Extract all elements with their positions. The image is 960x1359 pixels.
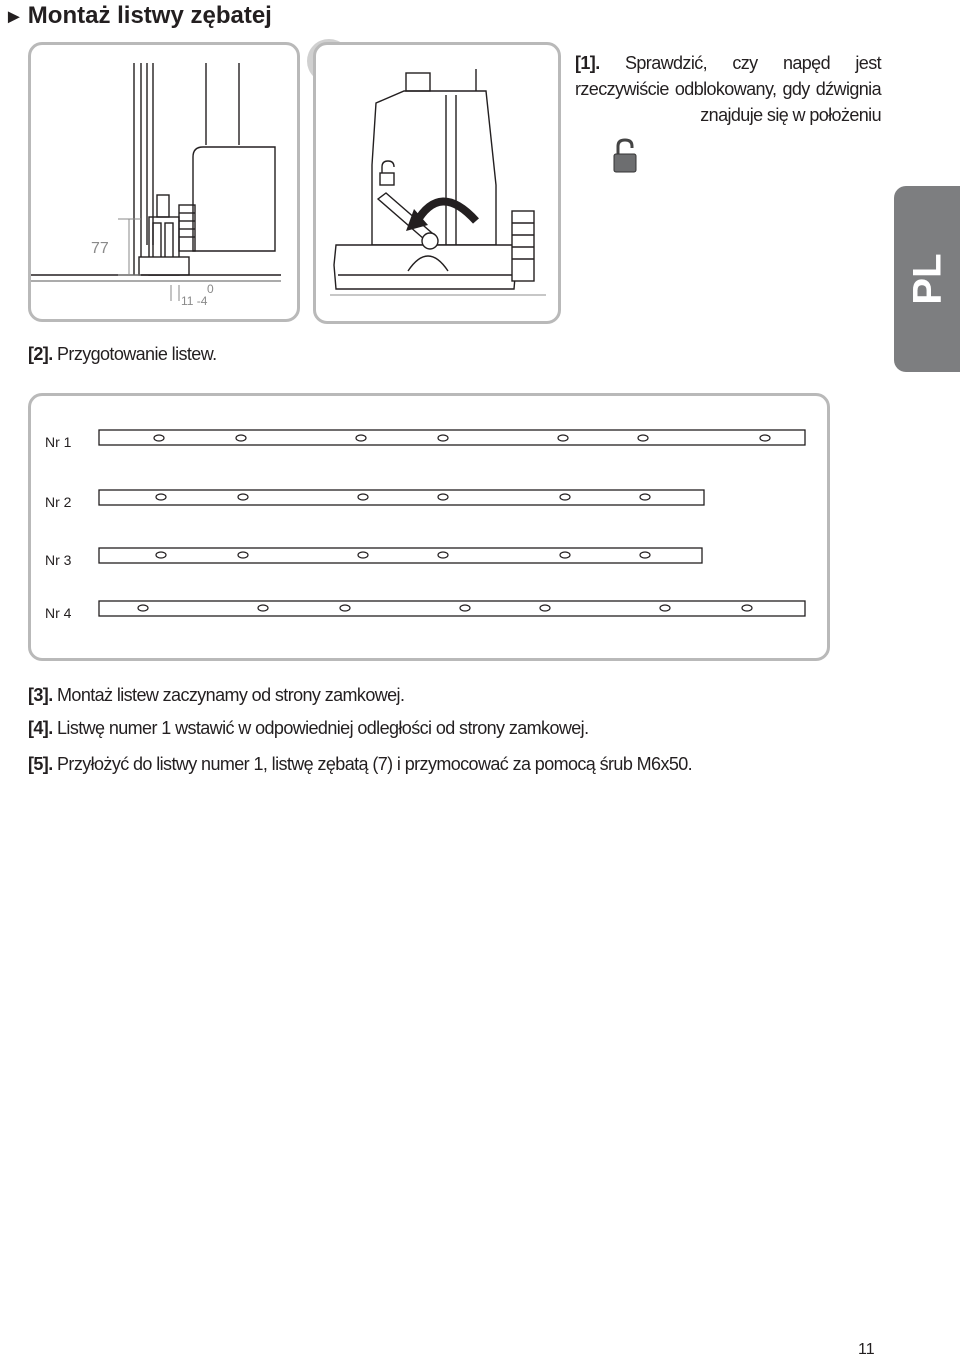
- dimension-zero: 0: [207, 282, 214, 296]
- rack-label: Nr 4: [45, 605, 72, 621]
- mounting-hole: [560, 494, 570, 500]
- mounting-hole: [660, 605, 670, 611]
- racks-drawing: [31, 396, 827, 658]
- rack-label: Nr 3: [45, 552, 72, 568]
- play-arrow-icon: ►: [4, 6, 24, 28]
- mounting-hole: [760, 435, 770, 441]
- page-title: [4, 2, 272, 30]
- dimension-range: 11 -4: [181, 294, 208, 308]
- mounting-hole: [540, 605, 550, 611]
- mounting-hole: [258, 605, 268, 611]
- rack-bar: [99, 490, 704, 505]
- mounting-hole: [236, 435, 246, 441]
- mounting-hole: [640, 494, 650, 500]
- step-5-instruction: [28, 754, 692, 775]
- step-1-instruction: [575, 50, 881, 128]
- mounting-hole: [438, 494, 448, 500]
- mounting-hole: [358, 552, 368, 558]
- motor-release-drawing: [316, 45, 558, 321]
- mounting-hole: [138, 605, 148, 611]
- rack-bar: [99, 548, 702, 563]
- step-3-instruction: [28, 685, 404, 706]
- mounting-hole: [558, 435, 568, 441]
- mounting-hole: [438, 435, 448, 441]
- step-5-text: Przyłożyć do listwy numer 1, listwę zębatą (7) i przymocować za pomocą śrub M6x50.: [57, 754, 693, 774]
- step-4-number: [4].: [28, 718, 53, 738]
- language-tab-label: PL: [905, 253, 950, 305]
- rack-bar: [99, 601, 805, 616]
- page-title-text: Montaż listwy zębatej: [27, 2, 272, 29]
- figure-rail-detail: [28, 42, 300, 322]
- mounting-hole: [340, 605, 350, 611]
- rack-label: Nr 2: [45, 494, 72, 510]
- mounting-hole: [238, 552, 248, 558]
- mounting-hole: [356, 435, 366, 441]
- rack-label: Nr 1: [45, 434, 72, 450]
- mounting-hole: [560, 552, 570, 558]
- step-3-text: Montaż listew zaczynamy od strony zamkowej.: [57, 685, 405, 705]
- step-4-instruction: [28, 718, 588, 739]
- mounting-hole: [638, 435, 648, 441]
- mounting-hole: [358, 494, 368, 500]
- mounting-hole: [460, 605, 470, 611]
- mounting-hole: [154, 435, 164, 441]
- dimension-height: 77: [91, 240, 109, 257]
- step-2-text: Przygotowanie listew.: [57, 344, 217, 364]
- mounting-hole: [156, 552, 166, 558]
- step-3-number: [3].: [28, 685, 53, 705]
- step-2-number: [2].: [28, 344, 53, 364]
- step-5-number: [5].: [28, 754, 53, 774]
- figure-motor-release: [313, 42, 561, 324]
- rack-bar: [99, 430, 805, 445]
- mounting-hole: [438, 552, 448, 558]
- language-tab: [894, 186, 960, 372]
- unlocked-padlock-icon: [612, 138, 638, 174]
- step-1-number: [1].: [575, 53, 600, 73]
- mounting-hole: [238, 494, 248, 500]
- step-2-instruction: [28, 344, 217, 365]
- step-1-text: Sprawdzić, czy napęd jest rzeczywiście odblokowany, gdy dźwignia znajduje się w położeniu: [575, 53, 881, 125]
- step-4-text: Listwę numer 1 wstawić w odpowiedniej odległości od strony zamkowej.: [57, 718, 589, 738]
- mounting-hole: [156, 494, 166, 500]
- racks-panel: [28, 393, 830, 661]
- mounting-hole: [640, 552, 650, 558]
- mounting-hole: [742, 605, 752, 611]
- rail-detail-drawing: [31, 45, 297, 319]
- page-number: 11: [858, 1341, 875, 1358]
